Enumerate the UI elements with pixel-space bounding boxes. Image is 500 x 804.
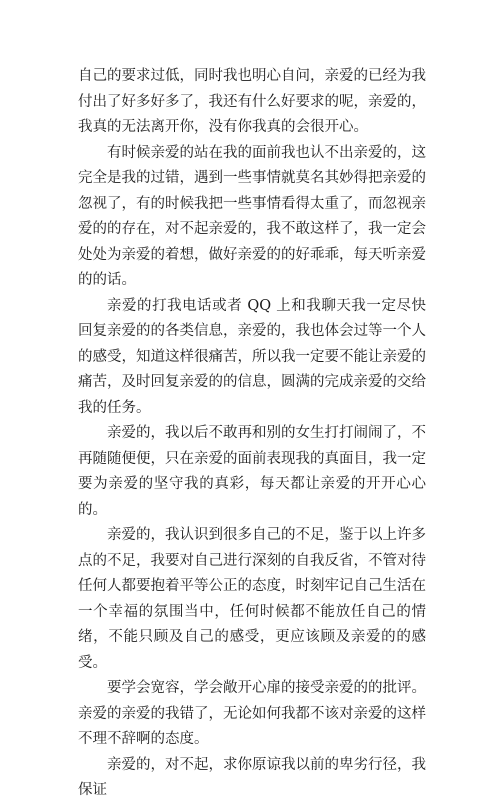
paragraph-2: 有时候亲爱的站在我的面前我也认不出亲爱的，这完全是我的过错，遇到一些事情就莫名其妙得把亲爱的忽视了，有的时候我把一些事情看得太重了，而忽视亲爱的的存在，对不起亲爱的，我不敢这样了，我一定会处处为亲爱的着想，做好亲爱的的好乖乖，每天听亲爱的的话。 <box>78 144 426 288</box>
paragraph-5: 亲爱的，我认识到很多自己的不足，鉴于以上许多点的不足，我要对自己进行深刻的自我反省，不管对待任何人都要抱着平等公正的态度，时刻牢记自己生活在一个幸福的氛围当中，任何时候都不能放任自己的情绪，不能只顾及自己的感受，更应该顾及亲爱的的感受。 <box>78 527 426 671</box>
paragraph-3: 亲爱的打我电话或者 QQ 上和我聊天我一定尽快回复亲爱的的各类信息，亲爱的，我也体会过等一个人的感受，知道这样很痛苦，所以我一定要不能让亲爱的痛苦，及时回复亲爱的的信息，圆满的完成亲爱的交给我的任务。 <box>78 297 426 416</box>
paragraph-6: 要学会宽容，学会敞开心扉的接受亲爱的的批评。亲爱的亲爱的我错了，无论如何我都不该对亲爱的这样不理不辞啊的态度。 <box>78 680 426 747</box>
paragraph-7: 亲爱的，对不起，求你原谅我以前的卑劣行径，我保证 <box>78 756 426 798</box>
paragraph-4: 亲爱的，我以后不敢再和别的女生打打闹闹了，不再随随便便，只在亲爱的面前表现我的真面目，我一定要为亲爱的坚守我的真彩，每天都让亲爱的开开心心的。 <box>78 425 426 518</box>
paragraph-1: 自己的要求过低，同时我也明心自问，亲爱的已经为我付出了好多好多了，我还有什么好要求的呢，亲爱的，我真的无法离开你，没有你我真的会很开心。 <box>78 68 426 135</box>
document-body <box>78 64 426 804</box>
